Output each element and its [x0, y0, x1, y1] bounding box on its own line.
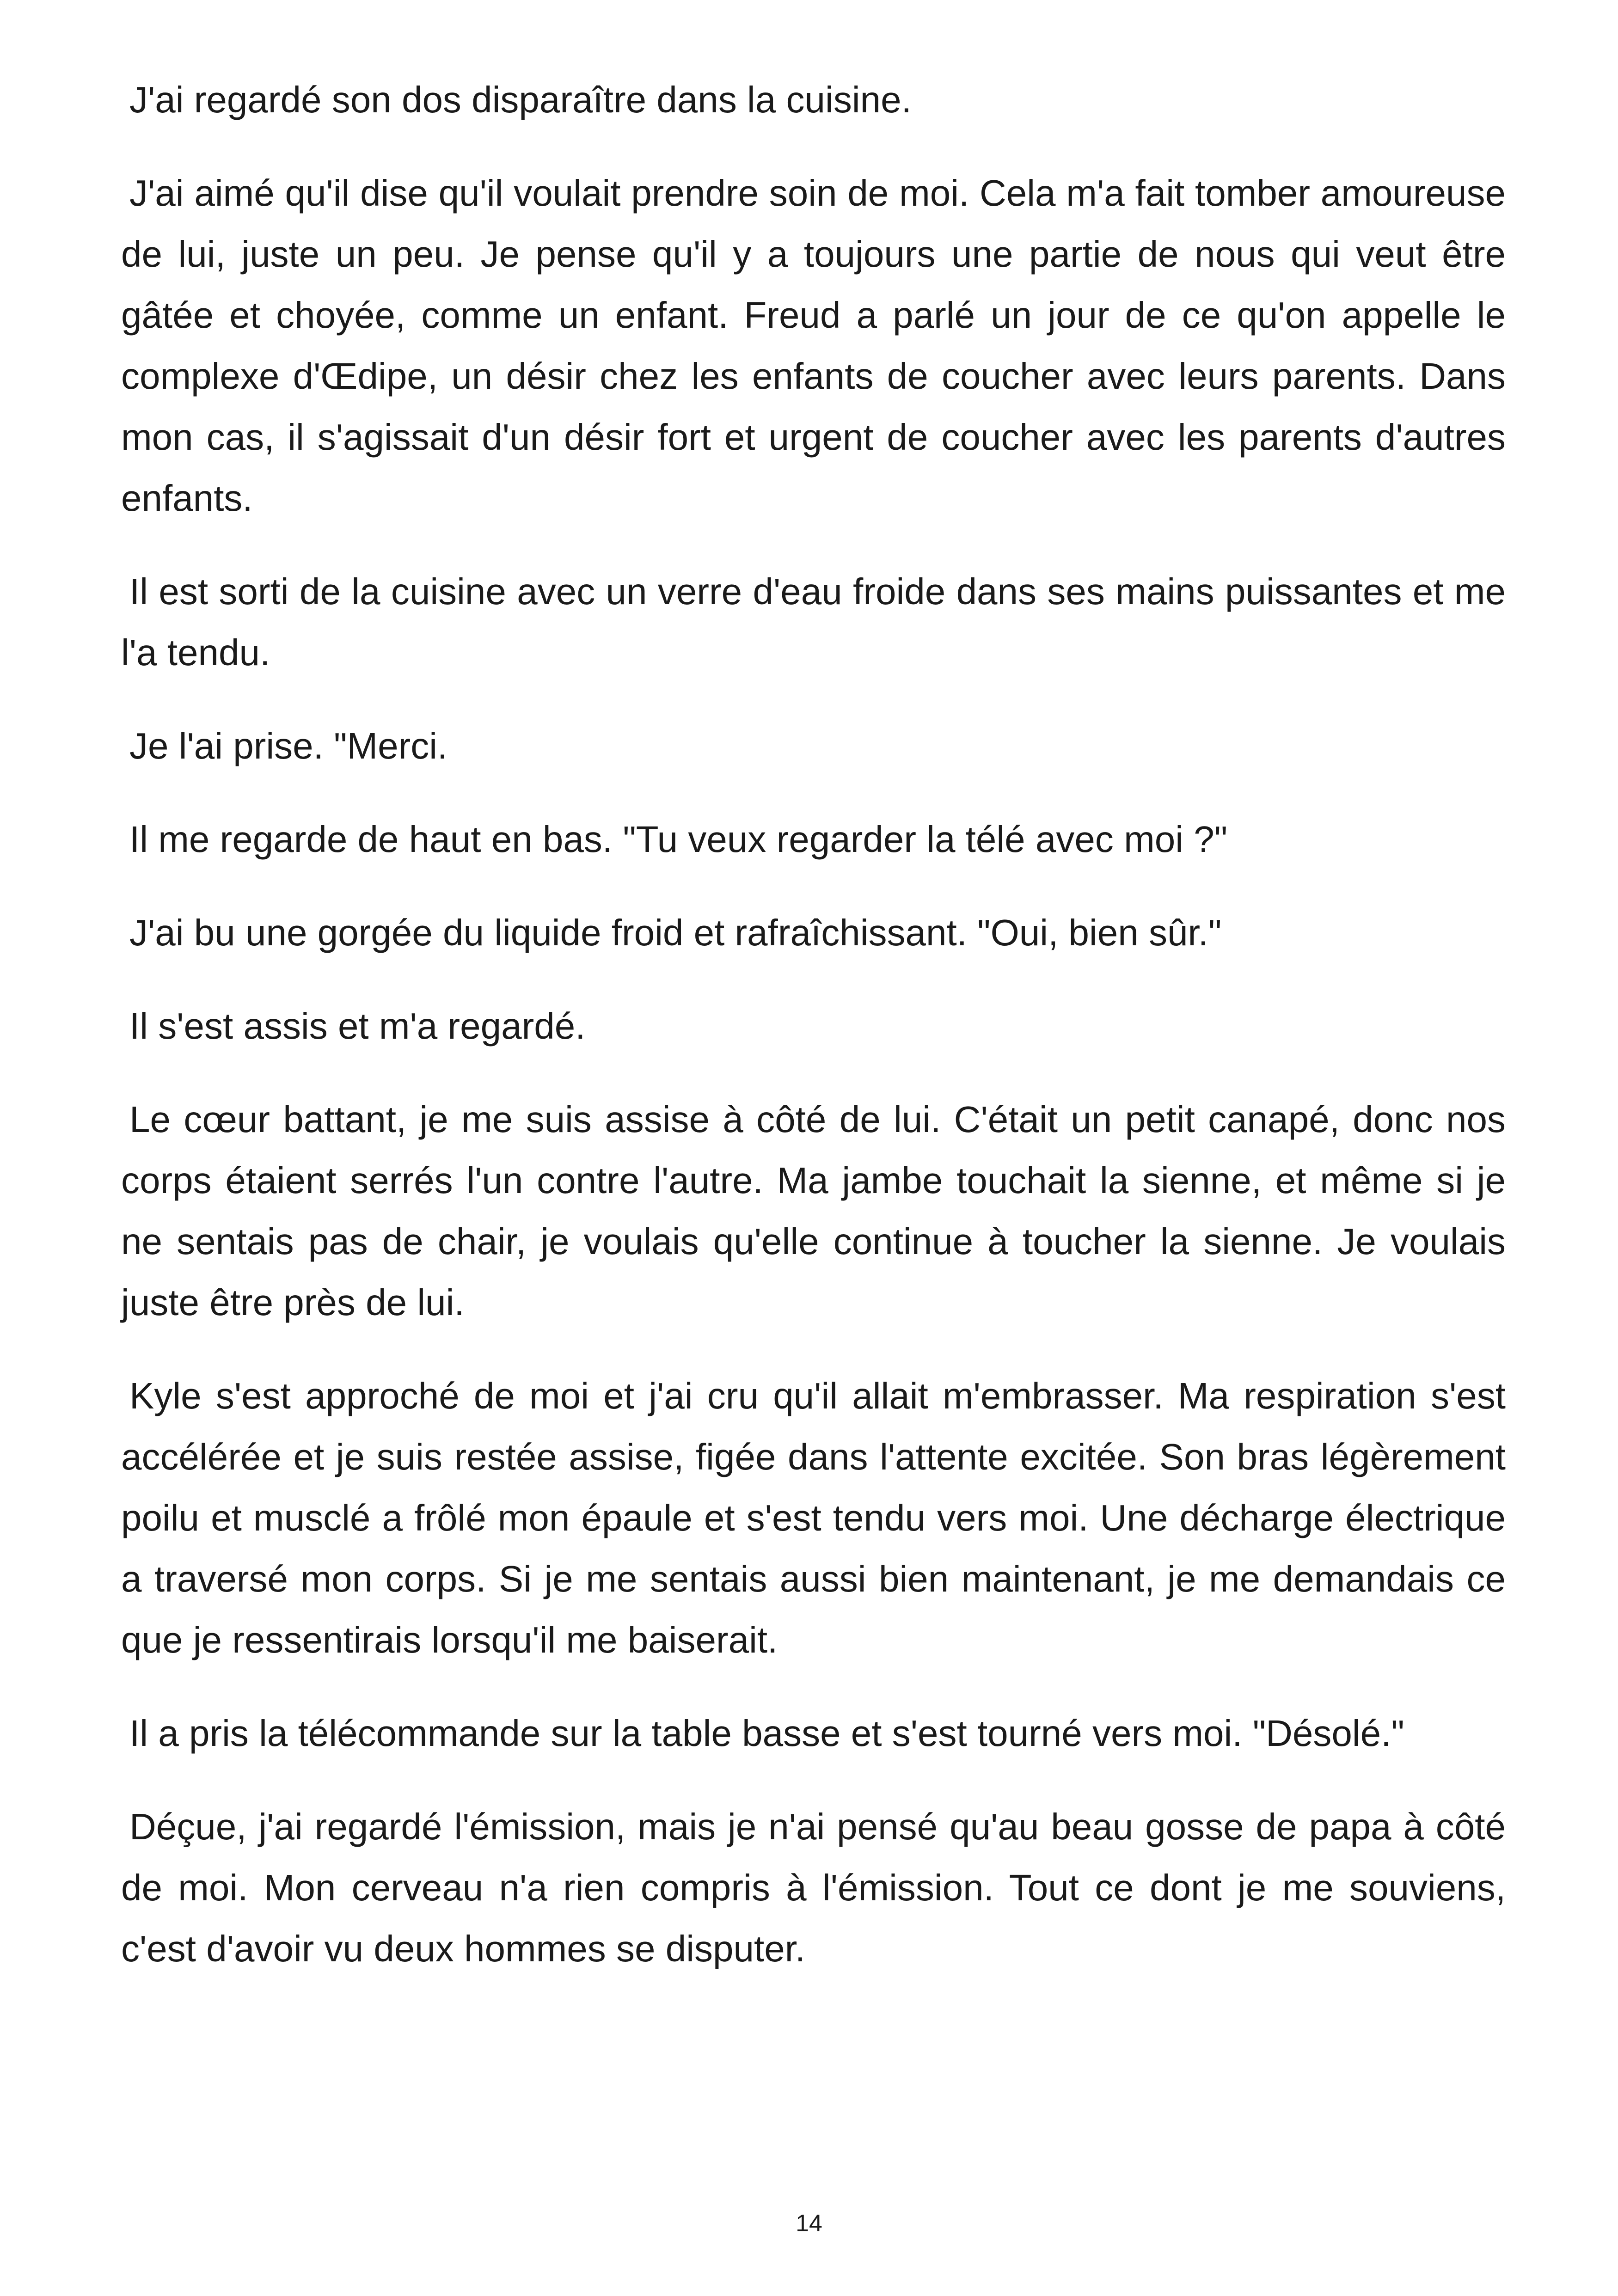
- paragraph: J'ai bu une gorgée du liquide froid et rafraîchissant. "Oui, bien sûr.": [129, 912, 1222, 953]
- paragraph: Déçue, j'ai regardé l'émission, mais je n'ai pensé qu'au beau gosse de papa à côté de moi. Mon cerveau n'a rien compris à l'émission. Tout ce dont je me souviens, c'est d'avoir vu deux hommes se disputer.: [121, 1806, 1506, 1969]
- paragraph: Il s'est assis et m'a regardé.: [129, 1005, 586, 1047]
- paragraph: Je l'ai prise. "Merci.: [129, 725, 448, 766]
- paragraph: Il me regarde de haut en bas. "Tu veux regarder la télé avec moi ?": [129, 819, 1228, 860]
- body-text: [121, 69, 1506, 2012]
- paragraph: Kyle s'est approché de moi et j'ai cru qu'il allait m'embrasser. Ma respiration s'est accélérée et je suis restée assise, figée dans l'attente excitée. Son bras légèrement poilu et musclé a frôlé mon épaule et s'est tendu vers moi. Une décharge électrique a traversé mon corps. Si je me sentais aussi bien maintenant, je me demandais ce que je ressentirais lorsqu'il me baiserait.: [121, 1375, 1506, 1660]
- paragraph: J'ai aimé qu'il dise qu'il voulait prendre soin de moi. Cela m'a fait tomber amoureuse de lui, juste un peu. Je pense qu'il y a toujours une partie de nous qui veut être gâtée et choyée, comme un enfant. Freud a parlé un jour de ce qu'on appelle le complexe d'Œdipe, un désir chez les enfants de coucher avec leurs parents. Dans mon cas, il s'agissait d'un désir fort et urgent de coucher avec les parents d'autres enfants.: [121, 172, 1506, 519]
- paragraph: J'ai regardé son dos disparaître dans la cuisine.: [129, 79, 912, 120]
- paragraph: Il a pris la télécommande sur la table basse et s'est tourné vers moi. "Désolé.": [129, 1713, 1404, 1754]
- paragraph: Il est sorti de la cuisine avec un verre d'eau froide dans ses mains puissantes et me l'a tendu.: [121, 571, 1506, 673]
- page-number: 14: [796, 2210, 822, 2237]
- paragraph: Le cœur battant, je me suis assise à côté de lui. C'était un petit canapé, donc nos corps étaient serrés l'un contre l'autre. Ma jambe touchait la sienne, et même si je ne sentais pas de chair, je voulais qu'elle continue à toucher la sienne. Je voulais juste être près de lui.: [121, 1099, 1506, 1323]
